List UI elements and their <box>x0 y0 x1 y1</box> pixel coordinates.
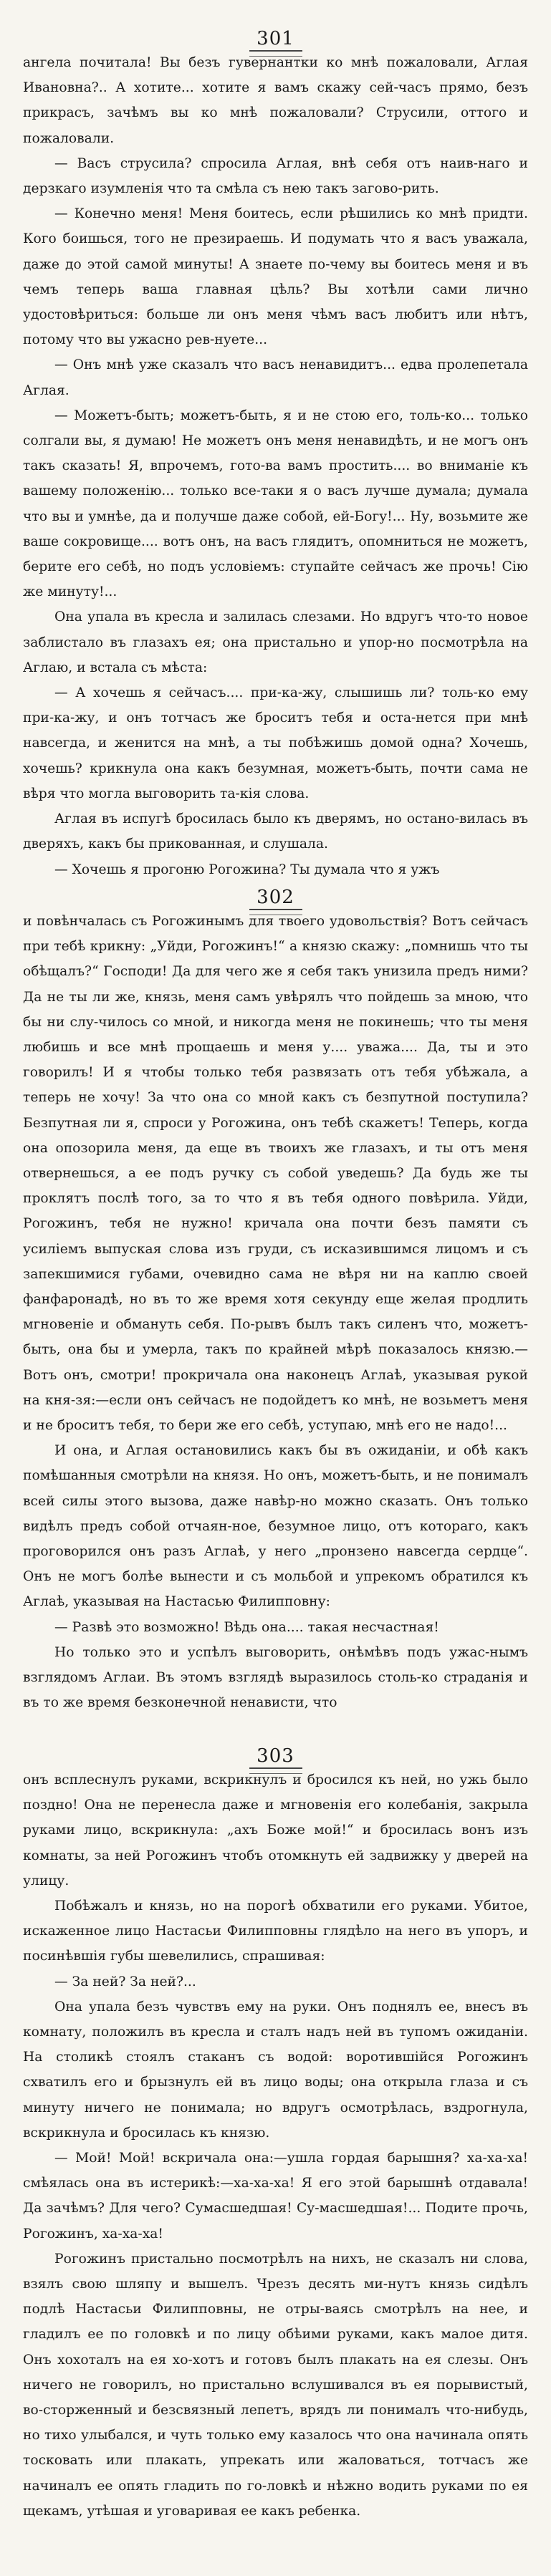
paragraph: — За ней? За ней?... <box>54 1974 196 1989</box>
page-302 <box>0 859 551 1717</box>
header-rule <box>249 50 302 57</box>
paragraph: Аглая въ испугѣ бросилась было къ дверямъ, но остано-вилась въ дверяхъ, какъ бы прикованная, и слушала. <box>23 811 528 852</box>
paragraph: — А хочешь я сейчасъ.... при-ка-жу, слышишь ли? толь-ко ему при-ка-жу, и онъ тотчасъ же броситъ тебя и оста-нется при мнѣ навсегда, и женится на мнѣ, а ты побѣжишь домой одна? Хочешь, хочешь? крикнула она какъ безумная, можетъ-быть, почти сама не вѣря что могла выговорить та-кія слова. <box>23 685 528 801</box>
paragraph: — Конечно меня! Меня боитесь, если рѣшились ко мнѣ придти. Кого боишься, того не презираешь. И подумать что я васъ уважала, даже до этой самой минуты! А знаете по-чему вы боитесь меня и въ чемъ теперь ваша главная цѣль? Вы хотѣли сами лично удостовѣриться: больше ли онъ меня чѣмъ васъ любитъ или нѣтъ, потому что вы ужасно рев-нуете... <box>23 206 528 348</box>
page-303 <box>0 1717 551 2576</box>
paragraph: онъ всплеснулъ руками, вскрикнулъ и бросился къ ней, но ужь было поздно! Она не перенесла даже и мгновенія его колебанія, закрыла руками лицо, вскрикнула: „ахъ Боже мой!“ и бросилась вонъ изъ комнаты, за ней Рогожинъ чтобъ отомкнуть ей задвижку у дверей на улицу. <box>23 1772 528 1888</box>
page-header <box>23 0 528 50</box>
paragraph: — Мой! Мой! вскричала она:—ушла гордая барышня? ха-ха-ха! смѣялась она въ истерикѣ:—ха-ха-ха! Я его этой барышнѣ отдавала! Да зачѣмъ? Для чего? Сумасшедшая! Су-масшедшая!... Подите прочь, Рогожинъ, ха-ха-ха! <box>23 2151 528 2242</box>
header-rule <box>249 1767 302 1774</box>
paragraph: ангела почитала! Вы безъ гувернантки ко мнѣ пожаловали, Аглая Ивановна?.. А хотите... хотите я вамъ скажу сей-часъ прямо, безъ прикрасъ, зачѣмъ вы ко мнѣ пожаловали? Струсили, оттого и пожаловали. <box>23 55 528 146</box>
paragraph: — Онъ мнѣ уже сказалъ что васъ ненавидитъ... едва пролепетала Аглая. <box>23 357 528 398</box>
paragraph: — Васъ струсила? спросила Аглая, внѣ себя отъ наив-наго и дерзкаго изумленія что та смѣла съ нею такъ загово-рить. <box>23 155 528 197</box>
page-body <box>23 1767 528 2524</box>
paragraph: И она, и Аглая остановились какъ бы въ ожиданіи, и обѣ какъ помѣшанныя смотрѣли на князя. Но онъ, можетъ-быть, и не понималъ всей силы этого вызова, даже навѣр-но можно сказать. Онъ только видѣлъ предъ собой отчаян-ное, безумное лицо, отъ котораго, какъ проговорился онъ разъ Аглаѣ, у него „пронзено навсегда сердце“. Онъ не могъ болѣе вынести и съ мольбой и упрекомъ обратился къ Аглаѣ, указывая на Настасью Филипповну: <box>23 1443 528 1610</box>
page-number: 301 <box>257 28 294 49</box>
paragraph: Но только это и успѣлъ выговорить, онѣмѣвъ подъ ужас-нымъ взглядомъ Аглаи. Въ этомъ взглядѣ выразилось столь-ко страданія и въ то же время безконечной ненависти, что <box>23 1644 528 1711</box>
page-body <box>23 909 528 1716</box>
paragraph: — Хочешь я прогоню Рогожина? Ты думала что я ужъ <box>54 862 440 877</box>
paragraph: — Развѣ это возможно! Вѣдь она.... такая несчастная! <box>54 1619 439 1635</box>
page-number: 302 <box>257 887 294 908</box>
page-header <box>23 859 528 909</box>
page-number: 303 <box>257 1745 294 1767</box>
page-header <box>23 1717 528 1767</box>
paragraph: Рогожинъ пристально посмотрѣлъ на нихъ, не сказалъ ни слова, взялъ свою шляпу и вышелъ. Чрезъ десять ми-нутъ князь сидѣлъ подлѣ Настасьи Филипповны, не отры-ваясь смотрѣлъ на нее, и гладилъ ее по головкѣ и по лицу обѣими руками, какъ малое дитя. Онъ хохоталъ на ея хо-хотъ и готовъ былъ плакать на ея слезы. Онъ ничего не говорилъ, но пристально вслушивался въ ея порывистый, во-сторженный и безсвязный лепетъ, врядъ ли понималъ что-нибудь, но тихо улыбался, и чуть только ему казалось что она начинала опять тосковать или плакать, упрекать или жаловаться, тотчасъ же начиналъ ее опять гладить по го-ловкѣ и нѣжно водить руками по ея щекамъ, утѣшая и уговаривая ее какъ ребенка. <box>23 2251 528 2519</box>
paragraph: — Можетъ-быть; можетъ-быть, я и не стою его, толь-ко... только солгали вы, я думаю! Не можетъ онъ меня ненавидѣть, и не могъ онъ такъ сказать! Я, впрочемъ, гото-ва вамъ простить.... во вниманіе къ вашему положенію... только все-таки я о васъ лучше думала; думала что вы и умнѣе, да и получше даже собой, ей-Богу!... Ну, возьмите же ваше сокровище.... вотъ онъ, на васъ глядитъ, опомниться не можетъ, берите его себѣ, но подъ условіемъ: ступайте сейчасъ же прочь! Сію же минуту!... <box>23 407 528 600</box>
paragraph: и повѣнчалась съ Рогожинымъ для твоего удовольствія? Вотъ сейчасъ при тебѣ крикну: „Уйди, Рогожинъ!“ а князю скажу: „помнишь что ты обѣщалъ?“ Господи! Да для чего же я себя такъ унизила предъ ними? Да не ты ли же, князь, меня самъ увѣрялъ что пойдешь за мною, что бы ни слу-чилось со мной, и никогда меня не покинешь; что ты меня любишь и все мнѣ прощаешь и меня у.... уважа.... Да, ты и это говорилъ! И я чтобы только тебя развязать отъ тебя убѣжала, а теперь не хочу! За что она со мной какъ съ безпутной поступила? Безпутная ли я, спроси у Рогожина, онъ тебѣ скажетъ! Теперь, когда она опозорила меня, да еще въ твоихъ же глазахъ, и ты отъ меня отвернешься, а ее подъ ручку съ собой уведешь? Да будь же ты проклятъ послѣ того, за то что я въ тебя одного повѣрила. Уйди, Рогожинъ, тебя не нужно! кричала она почти безъ памяти съ усиліемъ выпуская слова изъ груди, съ исказившимся лицомъ и съ запекшимися губами, очевидно сама не вѣря ни на каплю своей фанфаронадѣ, но въ то же время хотя секунду еще желая продлить мгновеніе и обмануть себя. По-рывъ былъ такъ силенъ что, можетъ-быть, она бы и умерла, такъ по крайней мѣрѣ показалось князю.—Вотъ онъ, смотри! прокричала она наконецъ Аглаѣ, указывая рукой на кня-зя:—если онъ сейчасъ не подойдетъ ко мнѣ, не возьметъ меня и не броситъ тебя, то бери же его себѣ, уступаю, мнѣ его не надо!... <box>23 914 528 1434</box>
page-body <box>23 50 528 882</box>
paragraph: Побѣжалъ и князь, но на порогѣ обхватили его руками. Убитое, искаженное лицо Настасьи Филипповны глядѣло на него въ упоръ, и посинѣвшія губы шевелились, спрашивая: <box>23 1899 528 1964</box>
header-rule <box>249 909 302 915</box>
page-301 <box>0 0 551 877</box>
paragraph: Она упала безъ чувствъ ему на руки. Онъ поднялъ ее, внесъ въ комнату, положилъ въ кресла и сталъ надъ ней въ тупомъ ожиданіи. На столикѣ стоялъ стаканъ съ водой: воротившійся Рогожинъ схватилъ его и брызнулъ ей въ лицо воды; она открыла глаза и съ минуту ничего не понимала; но вдругъ осмотрѣлась, вздрогнула, вскрикнула и бросилась къ князю. <box>23 1999 528 2141</box>
paragraph: Она упала въ кресла и залилась слезами. Но вдругъ что-то новое заблистало въ глазахъ ея; она пристально и упор-но посмотрѣла на Аглаю, и встала съ мѣста: <box>23 609 528 675</box>
